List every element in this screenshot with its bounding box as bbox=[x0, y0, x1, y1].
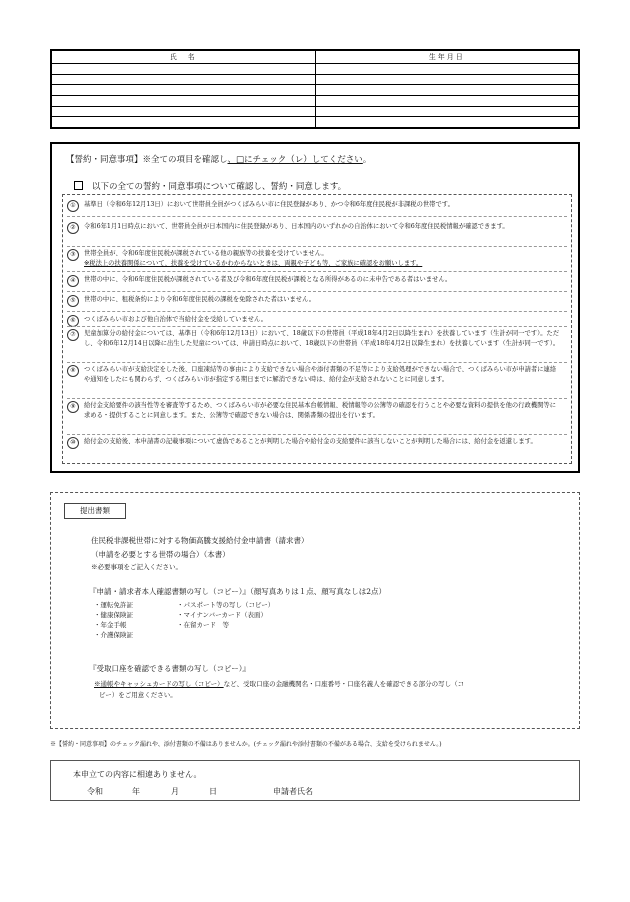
consent-item: ⑨ 給付金支給要件の該当性等を審査等するため、つくばみらい市が必要な住民基本台帳情報、税情報等の公簿等の確認を行うことや必要な資料の提供を他の行政機関等に求める・提供することに同意します。また、公簿等で確認できない場合は、関係書類の提出を行います。 bbox=[67, 401, 562, 421]
column-header-birthdate: 生年月日 bbox=[315, 51, 579, 64]
applicant-name-label: 申請者氏名 bbox=[273, 787, 313, 796]
declaration-box bbox=[50, 760, 580, 801]
table-row bbox=[52, 85, 579, 96]
id-documents-list-1: ・運転免許証 ・健康保険証 ・年金手帳 ・介護保険証 bbox=[94, 601, 133, 639]
household-members-table bbox=[50, 49, 580, 129]
day-label: 日 bbox=[209, 787, 217, 796]
consent-item: ② 令和6年1月1日時点において、世帯員全員が日本国内に住民登録があり、日本国内のいずれかの自治体において令和6年度住民税情報が確認できます。 bbox=[67, 222, 562, 232]
id-documents-heading: 『申請・請求者本人確認書類の写し（コピー）』（顔写真ありは１点、顔写真なしは2点） bbox=[89, 587, 386, 596]
applicant-name-field[interactable] bbox=[326, 783, 566, 797]
consent-item: ④ 世帯の中に、令和6年度住民税が課税されている者及び令和6年度住民税が課税となる所得があるのに未申告である者はいません。 bbox=[67, 275, 562, 285]
bank-documents-note-2: ピー）をご用意ください。 bbox=[99, 691, 177, 699]
consent-item: ⑤ 世帯の中に、租税条約により令和6年度住民税の課税を免除された者はいません。 bbox=[67, 295, 562, 305]
birthdate-cell[interactable] bbox=[315, 95, 579, 106]
birthdate-cell[interactable] bbox=[315, 85, 579, 96]
name-cell[interactable] bbox=[52, 95, 316, 106]
name-cell[interactable] bbox=[52, 64, 316, 75]
consent-item: ⑥ つくばみらい市および他自治体で当給付金を受給していません。 bbox=[67, 315, 562, 325]
era-label: 令和 bbox=[87, 787, 103, 796]
birthdate-cell[interactable] bbox=[315, 117, 579, 128]
required-documents-section bbox=[50, 492, 580, 729]
table-header-row bbox=[52, 51, 579, 64]
year-label: 年 bbox=[132, 787, 140, 796]
consent-item: ③ 世帯全員が、令和6年度住民税が課税されている他の親族等の扶養を受けていません。 ※税法上の扶養関係について、扶養を受けているかわからないときは、両親や子ども等、ご家族に確認をお願いします。 bbox=[67, 249, 562, 269]
table-row bbox=[52, 95, 579, 106]
month-label: 月 bbox=[171, 787, 179, 796]
name-cell[interactable] bbox=[52, 74, 316, 85]
bank-documents-note: ※通帳やキャッシュカードの写し（コピー）など、受取口座の金融機関名・口座番号・口座名義人を確認できる部分の写し（コ bbox=[94, 680, 465, 688]
id-documents-list-2: ・パスポート等の写し（コピー） ・マイナンバーカード（表面） ・在留カード 等 bbox=[177, 601, 275, 629]
name-cell[interactable] bbox=[52, 117, 316, 128]
bank-documents-heading: 『受取口座を確認できる書類の写し（コピー）』 bbox=[89, 664, 250, 673]
birthdate-cell[interactable] bbox=[315, 64, 579, 75]
consent-items-list bbox=[62, 194, 572, 464]
table-row bbox=[52, 106, 579, 117]
form-title: 住民税非課税世帯に対する物価高騰支援給付金申請書（請求書） bbox=[91, 536, 309, 545]
birthdate-cell[interactable] bbox=[315, 74, 579, 85]
declaration-statement: 本申立ての内容に相違ありません。 bbox=[73, 770, 202, 779]
column-header-name: 氏 名 bbox=[52, 51, 316, 64]
form-note: ※必要事項をご記入ください。 bbox=[91, 563, 182, 571]
consent-item: ⑧ つくばみらい市が支給決定をした後、口座凍結等の事由により支給できない場合や添付書類の不足等により支給処理ができない場合で、つくばみらい市が申請者に連絡や通知をしたにも関わらず、つくばみらい市が指定する期日までに解消できない時は、給付金が支給されないことに同意します。 bbox=[67, 365, 562, 385]
form-subtitle: （申請を必要とする世帯の場合）（本書） bbox=[91, 550, 230, 559]
consent-item: ⑦ 児童加算分の給付金については、基準日（令和6年12月13日）において、18歳以下の世帯員（平成18年4月2日以降生まれ）を扶養しています（生計が同一です）。ただし、令和6年12月14日以降に出生した児童については、申請日時点において、18歳以下の世帯員（平成18年4月2日以降生まれ）を扶養しています（生計が同一です）。 bbox=[67, 329, 562, 349]
table-row bbox=[52, 74, 579, 85]
name-cell[interactable] bbox=[52, 106, 316, 117]
agree-all-row bbox=[74, 180, 346, 192]
consent-item: ① 基準日（令和6年12月13日）において世帯員全員がつくばみらい市に住民登録があり、かつ令和6年度住民税が非課税の世帯です。 bbox=[67, 200, 562, 210]
consent-section bbox=[50, 142, 580, 473]
birthdate-cell[interactable] bbox=[315, 106, 579, 117]
table-row bbox=[52, 64, 579, 75]
name-cell[interactable] bbox=[52, 85, 316, 96]
agree-all-label: 以下の全ての誓約・同意事項について確認し、誓約・同意します。 bbox=[92, 182, 347, 192]
agree-checkbox[interactable] bbox=[74, 181, 83, 190]
consent-title: 【誓約・同意事項】※全ての項目を確認し、□にチェック（レ）してください。 bbox=[66, 155, 372, 165]
table-row bbox=[52, 117, 579, 128]
footnote: ※【誓約・同意事項】のチェック漏れや、添付書類の不備はありませんか。(チェック漏れや添付書類の不備がある場合、支給を受けられません。) bbox=[50, 741, 442, 748]
consent-item: ⑩ 給付金の支給後、本申請書の記載事項について虚偽であることが判明した場合や給付金の支給要件に該当しないことが判明した場合には、給付金を返還します。 bbox=[67, 437, 562, 447]
documents-label: 提出書類 bbox=[64, 503, 126, 519]
